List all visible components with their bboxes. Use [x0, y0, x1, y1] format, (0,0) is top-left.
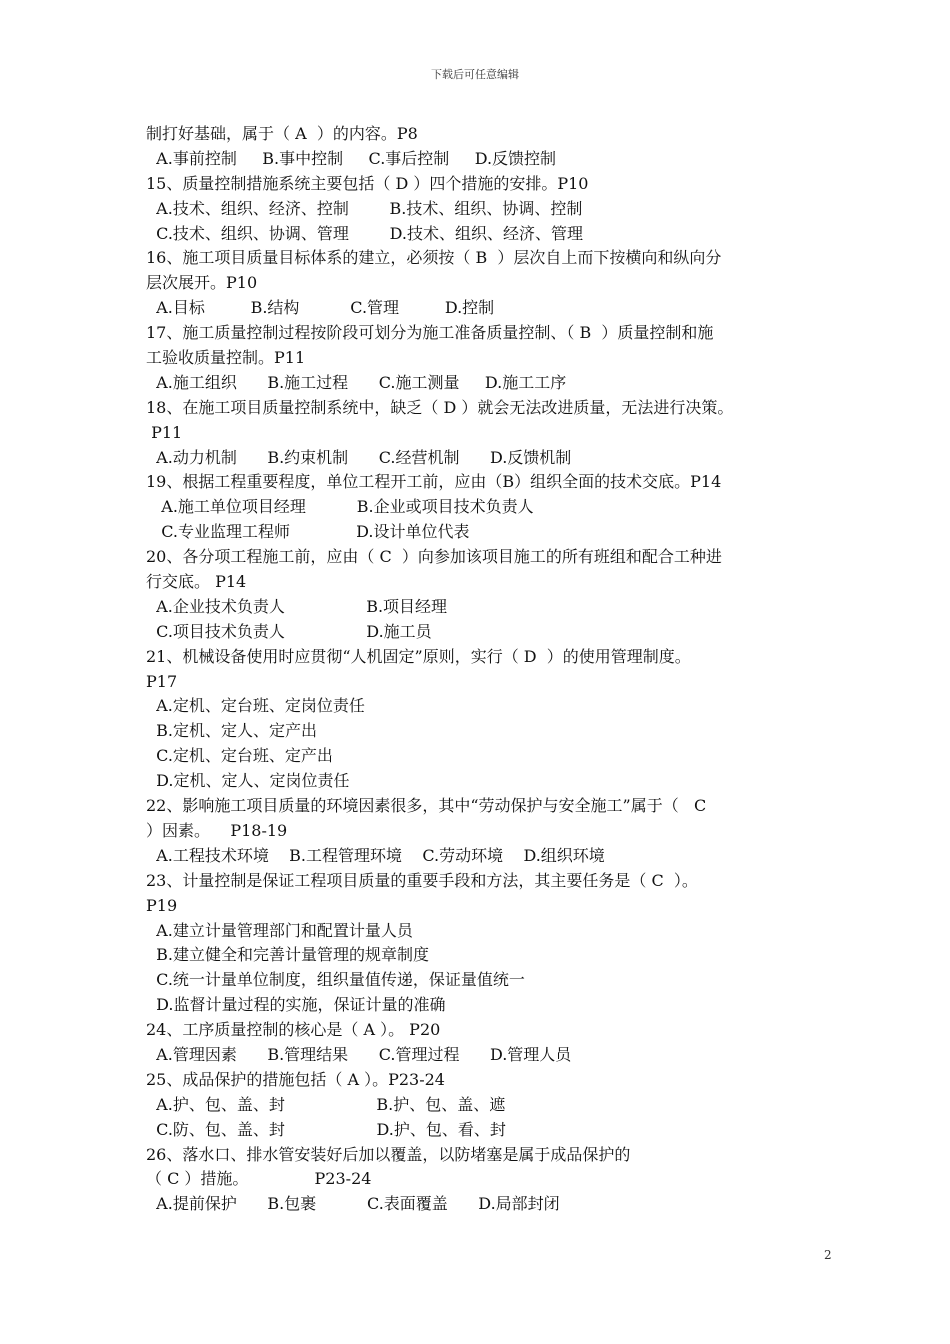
text-line: A.建立计量管理部门和配置计量人员 [146, 920, 413, 940]
text-line: 19、根据工程重要程度，单位工程开工前，应由（B）组织全面的技术交底。P14 [146, 472, 722, 492]
text-line: 25、成品保护的措施包括（ A ）。P23-24 [146, 1069, 445, 1089]
text-line: A.施工组织 B.施工过程 C.施工测量 D.施工工序 [146, 372, 567, 392]
text-line: 工验收质量控制。P11 [146, 348, 306, 368]
text-line: 制打好基础，属于（ A ）的内容。P8 [146, 124, 418, 143]
text-line: 26、落水口、排水管安装好后加以覆盖，以防堵塞是属于成品保护的 [146, 1144, 631, 1164]
text-line: 17、施工质量控制过程按阶段可划分为施工准备质量控制、（ B ）质量控制和施 [146, 323, 714, 343]
text-line: D.监督计量过程的实施，保证计量的准确 [146, 995, 446, 1015]
text-line: 21、机械设备使用时应贯彻“人机固定”原则，实行（ D ）的使用管理制度。 [146, 646, 691, 666]
text-line: A.提前保护 B.包裹 C.表面覆盖 D.局部封闭 [146, 1194, 560, 1214]
text-line: C.防、包、盖、封 D.护、包、看、封 [146, 1119, 506, 1139]
text-line: A.管理因素 B.管理结果 C.管理过程 D.管理人员 [146, 1044, 572, 1064]
text-line: 行交底。 P14 [146, 572, 247, 592]
text-line: ）因素。 P18-19 [146, 820, 288, 840]
page-number: 2 [824, 1248, 832, 1262]
document-body [146, 122, 846, 1217]
text-line: A.工程技术环境 B.工程管理环境 C.劳动环境 D.组织环境 [146, 845, 605, 865]
text-line: A.事前控制 B.事中控制 C.事后控制 D.反馈控制 [146, 148, 557, 168]
text-line: A.目标 B.结构 C.管理 D.控制 [146, 298, 495, 318]
text-line: P11 [146, 422, 183, 442]
text-line: 16、施工项目质量目标体系的建立，必须按（ B ）层次自上而下按横向和纵向分 [146, 248, 722, 268]
text-line: 20、各分项工程施工前，应由（ C ）向参加该项目施工的所有班组和配合工种进 [146, 547, 722, 567]
text-line: 15、质量控制措施系统主要包括（ D ）四个措施的安排。P10 [146, 173, 589, 193]
text-line: A.定机、定台班、定岗位责任 [146, 696, 365, 716]
text-line: C.专业监理工程师 D.设计单位代表 [146, 522, 470, 542]
text-line: 24、工序质量控制的核心是（ A ）。 P20 [146, 1020, 441, 1040]
text-line: C.技术、组织、协调、管理 D.技术、组织、经济、管理 [146, 223, 583, 243]
text-line: C.定机、定台班、定产出 [146, 746, 333, 766]
text-line: P19 [146, 895, 178, 915]
text-line: （ C ）措施。 P23-24 [146, 1169, 372, 1189]
page-header: 下载后可任意编辑 [431, 68, 519, 81]
text-line: 23、计量控制是保证工程项目质量的重要手段和方法，其主要任务是（ C ）。 [146, 870, 698, 890]
text-line: A.施工单位项目经理 B.企业或项目技术负责人 [146, 497, 534, 517]
text-line: 18、在施工项目质量控制系统中，缺乏（ D ）就会无法改进质量，无法进行决策。 [146, 397, 734, 417]
text-line: A.技术、组织、经济、控制 B.技术、组织、协调、控制 [146, 198, 583, 218]
text-line: A.动力机制 B.约束机制 C.经营机制 D.反馈机制 [146, 447, 572, 467]
text-line: 层次展开。P10 [146, 273, 258, 293]
text-line: 22、影响施工项目质量的环境因素很多，其中“劳动保护与安全施工”属于（ C [146, 796, 707, 816]
text-line: D.定机、定人、定岗位责任 [146, 771, 350, 791]
text-line: A.护、包、盖、封 B.护、包、盖、遮 [146, 1094, 506, 1114]
text-line: B.定机、定人、定产出 [146, 721, 318, 741]
text-line: P17 [146, 671, 178, 691]
text-line: C.统一计量单位制度，组织量值传递，保证量值统一 [146, 970, 525, 990]
text-line: C.项目技术负责人 D.施工员 [146, 621, 432, 641]
text-line: A.企业技术负责人 B.项目经理 [146, 596, 448, 616]
text-line: B.建立健全和完善计量管理的规章制度 [146, 945, 430, 965]
